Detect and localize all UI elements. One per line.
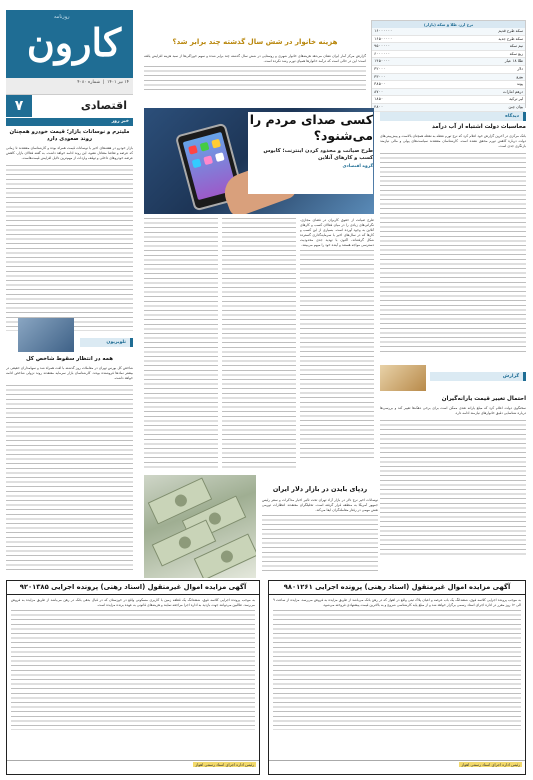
feature-col-2 <box>222 218 296 468</box>
left-headline2: همه در انتظار سقوط شاخص کل <box>26 356 113 362</box>
market-row <box>372 88 525 96</box>
market-row <box>372 35 525 43</box>
market-table <box>371 20 526 108</box>
market-row <box>372 73 525 81</box>
section-name: اقتصادی <box>80 99 127 112</box>
newspaper-logo: کارون <box>26 20 122 65</box>
left-column <box>6 118 133 331</box>
masthead <box>6 10 133 114</box>
tablet-photo <box>18 318 74 352</box>
feature-subtitle: طرح صیانت و محدود کردن اینترنت؛ کابوس کسب و کارهای آنلاین <box>263 148 373 161</box>
feature-author: گروه اقتصادی <box>342 164 373 169</box>
left-column-2 <box>6 356 133 573</box>
right-kicker: دیدگاه <box>380 112 526 121</box>
left-tag2-wrap <box>80 338 133 347</box>
market-row <box>372 43 525 51</box>
market-value: ۶۰۰۰۰۰۰ <box>372 50 439 58</box>
market-value: ۳۳۰۰۰ <box>372 73 439 81</box>
market-label: نیم سکه <box>439 43 525 51</box>
market-label: یورو <box>439 73 525 81</box>
left-body-lines <box>6 165 133 331</box>
market-row <box>372 103 525 111</box>
market-value: ۱۶۰۰۰۰۰۰ <box>372 28 439 35</box>
market-label: سکه طرح قدیم <box>439 28 525 35</box>
market-label: پوند <box>439 81 525 89</box>
market-header: نرخ ارز، طلا و سکه (بازار) <box>372 21 525 28</box>
market-label: درهم امارات <box>439 88 525 96</box>
feature-col-1 <box>144 218 218 468</box>
market-value: ۹۵۰۰۰۰۰ <box>372 43 439 51</box>
market-value: ۳۸۵۰۰ <box>372 81 439 89</box>
market-label: یوان چین <box>439 103 525 111</box>
market-label: طلا ۱۸ عیار <box>439 58 525 66</box>
ad-auction-2 <box>6 580 260 775</box>
left-tag2: تلویزیون <box>80 338 133 347</box>
right-column <box>380 112 526 353</box>
left-body2: شاخص کل بورس تهران در معاملات روز گذشته با افت همراه شد و سهامداران حقیقی در بیشتر نمادها فروشنده بودند. کارشناسان بازار سرمایه معتقدند روند نزولی شاخص ادامه خواهد داشت. <box>6 366 133 380</box>
right-body2: سخنگوی دولت اعلام کرد که مبلغ یارانه نقدی ممکن است برای برخی دهک‌ها تغییر کند و بررسی‌ها درباره شناسایی دقیق خانوارهای نیازمند ادامه دارد. <box>380 406 526 415</box>
market-label: ربع سکه <box>439 50 525 58</box>
ad-footer: رئیس اداره اجرای اسناد رسمی اهواز <box>7 760 259 774</box>
dollar-body: نوسانات اخیر نرخ دلار در بازار آزاد تهران تحت تأثیر اخبار مذاکرات و سفر رئیس جمهور آمریکا به منطقه قرار گرفته است. تحلیلگران معتقدند انتظارات تورمی نقش مهمی در رفتار معامله‌گران ایفا می‌کند. <box>262 498 378 576</box>
right-column-2 <box>380 396 526 556</box>
market-row <box>372 65 525 73</box>
right-body: بانک مرکزی در آخرین گزارش خود اعلام کرد که نرخ تورم نقطه به نقطه همچنان بالاست و پیش‌بینی‌های دولت درباره کاهش تورم محقق نشده است. کارشناسان معتقدند سیاست‌های پولی و مالی نیازمند بازنگری جدی است. <box>380 134 526 148</box>
market-value: ۸۷۰۰ <box>372 88 439 96</box>
feature-title: کسی صدای مردم را می‌شنود؟ <box>249 112 373 143</box>
market-label: سکه طرح جدید <box>439 35 525 43</box>
right-body-lines <box>380 153 526 353</box>
logo-box <box>6 10 133 78</box>
ad-footer: رئیس اداره اجرای اسناد رسمی اهواز <box>269 760 525 774</box>
right-headline: محاسبات دولت اشتباه از آب درآمد <box>432 124 526 130</box>
market-row <box>372 28 525 35</box>
market-row <box>372 58 525 66</box>
ad-body: به موجب پرونده اجرایی کلاسه فوق، ششدانگ یک باب عرصه و اعیان پلاک ثبتی واقع در اهواز که در رهن بانک می‌باشد از طریق مزایده به فروش می‌رسد. مزایده از ساعت ۹ الی ۱۲ روز مقرر در اداره اجرای اسناد رسمی برگزار خواهد شد و از مبلغ پایه کارشناسی شروع و به بالاترین قیمت پیشنهادی فروخته می‌شود. <box>269 595 525 733</box>
issue-date: ۱۴ تیر ۱۴۰۱ <box>107 80 129 85</box>
ad-title: آگهی مزایده اموال غیرمنقول (اسناد رهنی) پرونده اجرایی ۹۲۰۱۳۸۵ <box>7 581 259 595</box>
right-body2-lines <box>380 420 526 556</box>
feature-title-box <box>248 112 373 194</box>
market-label: دلار <box>439 65 525 73</box>
body-lines <box>144 66 366 92</box>
left-tag: خبر روز <box>6 118 133 126</box>
right-tag2-wrap <box>430 372 526 381</box>
top-story-body: گزارش مرکز آمار ایران نشان می‌دهد هزینه‌های خانوار شهری و روستایی در شش سال گذشته چند برابر شده و سهم خوراکی‌ها از سبد هزینه افزایش یافته است؛ این در حالی است که درآمد خانوارها همپای تورم رشد نکرده است. <box>144 54 366 104</box>
left-headline: ملیترم و نوسانات بازار؛ قیمت خودرو همچنان روند صعودی دارد <box>9 129 130 142</box>
market-row <box>372 50 525 58</box>
ad-body: به موجب پرونده اجرایی کلاسه فوق، ششدانگ یک قطعه زمین با کاربری مسکونی واقع در خوزستان که در قبال بدهی بانک در رهن می‌باشد از طریق مزایده به فروش می‌رسد. طالبین می‌توانند جهت بازدید به اداره اجرا مراجعه نمایند و هزینه‌های قانونی به عهده برنده مزایده است. <box>7 595 259 733</box>
dollar-headline: ردپای بایدن در بازار دلار ایران <box>272 485 368 493</box>
left-body2-lines <box>6 385 133 573</box>
dollar-bills-photo <box>144 475 256 578</box>
market-value: ۱۸۵۰ <box>372 96 439 104</box>
issue-number: شماره ۴۰۸۰ <box>77 80 101 85</box>
market-value: ۱۶۵۰۰۰۰۰ <box>372 35 439 43</box>
market-row <box>372 81 525 89</box>
market-row <box>372 96 525 104</box>
right-headline2: احتمال تغییر قیمت یارانه‌گیران <box>441 396 526 402</box>
logo-tagline: روزنامه <box>54 14 70 20</box>
issue-info: ۱۴ تیر ۱۴۰۱ | شماره ۴۰۸۰ <box>6 78 133 94</box>
market-rows <box>372 28 525 112</box>
coins-photo <box>380 365 426 391</box>
feature-col-3: طرح صیانت از حقوق کاربران در فضای مجازی، نگرانی‌های زیادی را در میان فعالان کسب و کارهای آنلاین به وجود آورده است. بسیاری از این کسب و کارها که در سال‌های اخیر با سرمایه‌گذاری گسترده شکل گرفته‌اند، اکنون با تهدید جدی محدودیت دسترسی مواجه هستند و آینده خود را مبهم می‌بینند. <box>300 218 374 468</box>
section-bar <box>6 94 133 116</box>
right-tag2: گزارش <box>430 372 526 381</box>
ad-auction-1 <box>268 580 526 775</box>
market-value: ۳۲۰۰۰ <box>372 65 439 73</box>
market-value: ۱۴۵۰۰۰۰ <box>372 58 439 66</box>
page-number: ۷ <box>6 95 32 117</box>
ad-title: آگهی مزایده اموال غیرمنقول (اسناد رهنی) پرونده اجرایی ۹۸۰۱۲۶۱ <box>269 581 525 595</box>
market-label: لیر ترکیه <box>439 96 525 104</box>
left-body: بازار خودرو در هفته‌های اخیر با نوسانات قیمت همراه بوده و کارشناسان معتقدند تا زمانی که عرضه و تقاضا متعادل نشود، این روند ادامه خواهد داشت. به گفته فعالان بازار، کاهش عرضه خودروهای داخلی و توقف واردات از مهم‌ترین دلایل افزایش قیمت‌هاست. <box>6 146 133 160</box>
market-value: ۴۸۰۰ <box>372 103 439 111</box>
top-story-headline: هزینه خانوار در شش سال گذشته چند برابر شد؟ <box>172 38 338 46</box>
